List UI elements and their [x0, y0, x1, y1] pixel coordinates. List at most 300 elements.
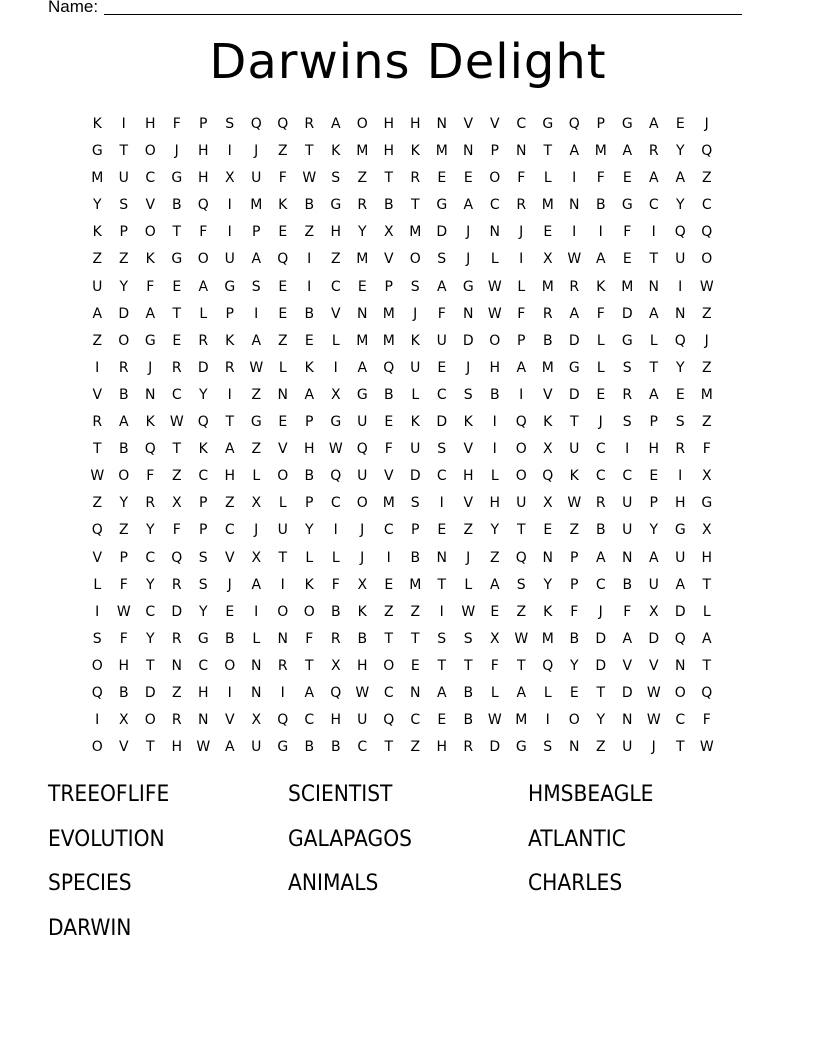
- grid-letter[interactable]: A: [118, 414, 129, 431]
- grid-letter[interactable]: B: [330, 739, 341, 756]
- grid-letter[interactable]: D: [621, 684, 633, 701]
- grid-letter[interactable]: S: [622, 359, 632, 376]
- grid-letter[interactable]: H: [171, 739, 183, 756]
- grid-letter[interactable]: Z: [383, 603, 394, 620]
- grid-letter[interactable]: E: [172, 278, 182, 295]
- grid-letter[interactable]: J: [651, 739, 656, 756]
- grid-letter[interactable]: Y: [490, 522, 500, 539]
- grid-letter[interactable]: T: [145, 739, 155, 756]
- grid-letter[interactable]: Z: [92, 251, 103, 268]
- grid-letter[interactable]: C: [701, 197, 712, 214]
- grid-letter[interactable]: B: [304, 739, 315, 756]
- grid-letter[interactable]: I: [333, 522, 338, 539]
- grid-letter[interactable]: I: [678, 278, 683, 295]
- grid-letter[interactable]: F: [490, 657, 499, 674]
- grid-letter[interactable]: N: [277, 386, 288, 403]
- grid-letter[interactable]: L: [278, 495, 287, 512]
- grid-letter[interactable]: C: [622, 468, 633, 485]
- grid-letter[interactable]: J: [466, 549, 471, 566]
- grid-letter[interactable]: T: [119, 143, 129, 160]
- grid-letter[interactable]: I: [227, 143, 232, 160]
- grid-letter[interactable]: W: [169, 414, 184, 431]
- grid-letter[interactable]: E: [596, 386, 606, 403]
- grid-letter[interactable]: Q: [91, 684, 103, 701]
- grid-letter[interactable]: E: [490, 603, 500, 620]
- grid-letter[interactable]: X: [118, 712, 129, 729]
- grid-letter[interactable]: K: [92, 224, 102, 241]
- grid-letter[interactable]: E: [384, 576, 394, 593]
- grid-letter[interactable]: E: [569, 684, 579, 701]
- grid-letter[interactable]: B: [171, 197, 182, 214]
- grid-letter[interactable]: S: [622, 414, 632, 431]
- grid-letter[interactable]: E: [437, 522, 447, 539]
- grid-letter[interactable]: P: [649, 495, 658, 512]
- grid-letter[interactable]: E: [675, 386, 685, 403]
- grid-letter[interactable]: I: [227, 684, 232, 701]
- grid-letter[interactable]: T: [384, 170, 394, 187]
- grid-letter[interactable]: G: [356, 386, 368, 403]
- grid-letter[interactable]: G: [701, 495, 713, 512]
- grid-letter[interactable]: E: [622, 251, 632, 268]
- grid-letter[interactable]: Q: [674, 630, 686, 647]
- grid-letter[interactable]: B: [383, 197, 394, 214]
- grid-letter[interactable]: J: [254, 143, 259, 160]
- grid-letter[interactable]: Z: [171, 684, 182, 701]
- grid-letter[interactable]: M: [435, 143, 448, 160]
- grid-letter[interactable]: S: [331, 170, 341, 187]
- grid-letter[interactable]: I: [439, 495, 444, 512]
- grid-letter[interactable]: B: [118, 386, 129, 403]
- grid-letter[interactable]: F: [119, 630, 128, 647]
- grid-letter[interactable]: N: [675, 657, 686, 674]
- grid-letter[interactable]: K: [198, 441, 208, 458]
- grid-letter[interactable]: N: [622, 549, 633, 566]
- grid-letter[interactable]: B: [463, 684, 474, 701]
- grid-letter[interactable]: D: [436, 414, 448, 431]
- grid-letter[interactable]: X: [330, 386, 341, 403]
- grid-letter[interactable]: S: [251, 278, 261, 295]
- grid-letter[interactable]: H: [648, 441, 660, 458]
- grid-letter[interactable]: L: [331, 549, 340, 566]
- grid-letter[interactable]: Y: [675, 359, 685, 376]
- grid-letter[interactable]: Q: [250, 116, 262, 132]
- grid-letter[interactable]: Z: [463, 522, 474, 539]
- grid-letter[interactable]: M: [91, 170, 104, 187]
- grid-letter[interactable]: G: [515, 739, 527, 756]
- grid-letter[interactable]: J: [704, 332, 709, 349]
- grid-letter[interactable]: X: [330, 657, 341, 674]
- grid-letter[interactable]: Z: [251, 441, 262, 458]
- grid-letter[interactable]: Z: [569, 522, 580, 539]
- grid-letter[interactable]: J: [466, 359, 471, 376]
- grid-letter[interactable]: R: [171, 359, 182, 376]
- grid-letter[interactable]: F: [146, 278, 155, 295]
- grid-letter[interactable]: M: [356, 251, 369, 268]
- grid-letter[interactable]: A: [224, 441, 235, 458]
- grid-letter[interactable]: P: [384, 278, 393, 295]
- grid-letter[interactable]: P: [411, 522, 420, 539]
- grid-letter[interactable]: X: [357, 576, 368, 593]
- grid-letter[interactable]: R: [463, 739, 474, 756]
- grid-letter[interactable]: O: [409, 251, 421, 268]
- grid-letter[interactable]: V: [542, 386, 553, 403]
- grid-letter[interactable]: R: [171, 630, 182, 647]
- grid-letter[interactable]: G: [171, 170, 183, 187]
- grid-letter[interactable]: B: [224, 630, 235, 647]
- grid-letter[interactable]: C: [489, 197, 500, 214]
- grid-letter[interactable]: Y: [198, 386, 208, 403]
- grid-letter[interactable]: N: [648, 278, 659, 295]
- grid-letter[interactable]: I: [625, 441, 630, 458]
- grid-letter[interactable]: R: [171, 712, 182, 729]
- grid-letter[interactable]: G: [330, 414, 342, 431]
- grid-letter[interactable]: Y: [145, 522, 155, 539]
- grid-letter[interactable]: T: [304, 657, 314, 674]
- grid-letter[interactable]: F: [172, 116, 181, 132]
- grid-letter[interactable]: Y: [543, 576, 553, 593]
- grid-letter[interactable]: A: [622, 143, 633, 160]
- grid-letter[interactable]: I: [227, 386, 232, 403]
- grid-letter[interactable]: V: [622, 657, 633, 674]
- grid-letter[interactable]: E: [437, 170, 447, 187]
- grid-letter[interactable]: L: [490, 468, 499, 485]
- grid-letter[interactable]: Q: [701, 143, 713, 160]
- grid-letter[interactable]: U: [224, 251, 235, 268]
- grid-letter[interactable]: W: [487, 712, 502, 729]
- grid-letter[interactable]: R: [304, 116, 315, 132]
- grid-letter[interactable]: A: [569, 143, 580, 160]
- grid-letter[interactable]: F: [437, 305, 446, 322]
- grid-letter[interactable]: P: [199, 495, 208, 512]
- grid-letter[interactable]: H: [462, 468, 474, 485]
- grid-letter[interactable]: C: [145, 170, 156, 187]
- grid-letter[interactable]: U: [357, 414, 368, 431]
- grid-letter[interactable]: W: [90, 468, 105, 485]
- grid-letter[interactable]: N: [436, 549, 447, 566]
- grid-letter[interactable]: D: [648, 630, 660, 647]
- grid-letter[interactable]: X: [701, 522, 712, 539]
- grid-letter[interactable]: I: [651, 224, 656, 241]
- grid-letter[interactable]: M: [382, 305, 395, 322]
- grid-letter[interactable]: M: [250, 197, 263, 214]
- grid-letter[interactable]: X: [171, 495, 182, 512]
- grid-letter[interactable]: X: [251, 549, 262, 566]
- grid-letter[interactable]: W: [487, 278, 502, 295]
- grid-letter[interactable]: K: [463, 414, 473, 431]
- grid-letter[interactable]: A: [436, 278, 447, 295]
- grid-letter[interactable]: U: [251, 739, 262, 756]
- grid-letter[interactable]: N: [251, 657, 262, 674]
- grid-letter[interactable]: Y: [198, 603, 208, 620]
- grid-letter[interactable]: T: [649, 251, 659, 268]
- grid-letter[interactable]: Z: [330, 251, 341, 268]
- grid-letter[interactable]: Y: [145, 576, 155, 593]
- grid-letter[interactable]: X: [542, 251, 553, 268]
- grid-letter[interactable]: I: [333, 359, 338, 376]
- grid-letter[interactable]: R: [516, 197, 527, 214]
- grid-letter[interactable]: F: [623, 224, 632, 241]
- grid-letter[interactable]: E: [278, 224, 288, 241]
- grid-letter[interactable]: H: [383, 116, 395, 132]
- grid-letter[interactable]: Z: [489, 549, 500, 566]
- grid-letter[interactable]: N: [569, 197, 580, 214]
- grid-letter[interactable]: D: [436, 224, 448, 241]
- grid-letter[interactable]: U: [357, 468, 368, 485]
- grid-letter[interactable]: C: [410, 712, 421, 729]
- grid-letter[interactable]: L: [596, 332, 605, 349]
- grid-letter[interactable]: Y: [675, 143, 685, 160]
- grid-letter[interactable]: R: [410, 170, 421, 187]
- grid-letter[interactable]: V: [118, 739, 129, 756]
- grid-letter[interactable]: J: [519, 224, 524, 241]
- grid-letter[interactable]: A: [251, 576, 262, 593]
- grid-letter[interactable]: P: [252, 224, 261, 241]
- grid-letter[interactable]: Q: [383, 712, 395, 729]
- grid-letter[interactable]: N: [145, 386, 156, 403]
- grid-letter[interactable]: O: [303, 603, 315, 620]
- grid-letter[interactable]: K: [543, 414, 553, 431]
- grid-letter[interactable]: C: [224, 522, 235, 539]
- grid-letter[interactable]: E: [278, 278, 288, 295]
- grid-letter[interactable]: C: [595, 441, 606, 458]
- grid-letter[interactable]: B: [304, 197, 315, 214]
- grid-letter[interactable]: V: [92, 549, 103, 566]
- grid-letter[interactable]: R: [357, 197, 368, 214]
- grid-letter[interactable]: L: [331, 332, 340, 349]
- grid-letter[interactable]: F: [305, 630, 314, 647]
- grid-letter[interactable]: I: [598, 224, 603, 241]
- grid-letter[interactable]: E: [543, 224, 553, 241]
- grid-letter[interactable]: K: [410, 414, 420, 431]
- grid-letter[interactable]: F: [331, 576, 340, 593]
- grid-letter[interactable]: K: [569, 468, 579, 485]
- grid-letter[interactable]: B: [463, 712, 474, 729]
- grid-letter[interactable]: I: [307, 251, 312, 268]
- grid-letter[interactable]: R: [542, 305, 553, 322]
- grid-letter[interactable]: E: [437, 712, 447, 729]
- grid-letter[interactable]: J: [598, 414, 603, 431]
- grid-letter[interactable]: K: [596, 278, 606, 295]
- grid-letter[interactable]: F: [596, 170, 605, 187]
- grid-letter[interactable]: Z: [92, 495, 103, 512]
- grid-letter[interactable]: B: [118, 684, 129, 701]
- grid-letter[interactable]: N: [622, 712, 633, 729]
- grid-letter[interactable]: P: [649, 414, 658, 431]
- grid-letter[interactable]: Q: [330, 468, 342, 485]
- grid-letter[interactable]: O: [144, 143, 156, 160]
- grid-letter[interactable]: I: [439, 603, 444, 620]
- grid-letter[interactable]: X: [701, 468, 712, 485]
- grid-letter[interactable]: D: [118, 305, 130, 322]
- grid-letter[interactable]: Q: [197, 197, 209, 214]
- grid-letter[interactable]: F: [384, 441, 393, 458]
- grid-letter[interactable]: Q: [542, 468, 554, 485]
- grid-letter[interactable]: I: [280, 684, 285, 701]
- grid-letter[interactable]: T: [702, 657, 712, 674]
- grid-letter[interactable]: M: [382, 495, 395, 512]
- grid-letter[interactable]: H: [489, 495, 501, 512]
- grid-letter[interactable]: D: [568, 332, 580, 349]
- grid-letter[interactable]: A: [648, 386, 659, 403]
- grid-letter[interactable]: U: [648, 576, 659, 593]
- grid-letter[interactable]: P: [570, 576, 579, 593]
- grid-letter[interactable]: F: [623, 603, 632, 620]
- grid-letter[interactable]: R: [145, 495, 156, 512]
- grid-letter[interactable]: S: [225, 116, 235, 132]
- grid-letter[interactable]: V: [277, 441, 288, 458]
- grid-letter[interactable]: G: [171, 251, 183, 268]
- grid-letter[interactable]: F: [172, 522, 181, 539]
- grid-letter[interactable]: P: [305, 495, 314, 512]
- grid-letter[interactable]: P: [570, 549, 579, 566]
- grid-letter[interactable]: I: [492, 414, 497, 431]
- grid-letter[interactable]: I: [121, 116, 126, 132]
- grid-letter[interactable]: G: [462, 278, 474, 295]
- grid-letter[interactable]: B: [330, 603, 341, 620]
- grid-letter[interactable]: P: [199, 522, 208, 539]
- grid-letter[interactable]: D: [674, 603, 686, 620]
- grid-letter[interactable]: R: [675, 441, 686, 458]
- grid-letter[interactable]: W: [567, 251, 582, 268]
- grid-letter[interactable]: G: [436, 197, 448, 214]
- grid-letter[interactable]: L: [252, 468, 261, 485]
- grid-letter[interactable]: K: [304, 359, 314, 376]
- grid-letter[interactable]: A: [516, 359, 527, 376]
- grid-letter[interactable]: Q: [277, 116, 289, 132]
- grid-letter[interactable]: A: [304, 684, 315, 701]
- grid-letter[interactable]: T: [569, 414, 579, 431]
- grid-letter[interactable]: M: [594, 143, 607, 160]
- grid-letter[interactable]: U: [118, 170, 129, 187]
- grid-letter[interactable]: T: [596, 684, 606, 701]
- grid-letter[interactable]: U: [622, 522, 633, 539]
- grid-letter[interactable]: A: [224, 739, 235, 756]
- grid-letter[interactable]: Q: [674, 332, 686, 349]
- grid-letter[interactable]: A: [622, 630, 633, 647]
- grid-letter[interactable]: Z: [251, 386, 262, 403]
- grid-letter[interactable]: R: [569, 278, 580, 295]
- grid-letter[interactable]: T: [702, 576, 712, 593]
- grid-letter[interactable]: Z: [92, 332, 103, 349]
- grid-letter[interactable]: P: [119, 224, 128, 241]
- grid-letter[interactable]: Z: [701, 359, 712, 376]
- grid-letter[interactable]: C: [648, 197, 659, 214]
- grid-letter[interactable]: C: [675, 712, 686, 729]
- grid-letter[interactable]: Q: [515, 414, 527, 431]
- grid-letter[interactable]: A: [489, 576, 500, 593]
- grid-letter[interactable]: X: [648, 603, 659, 620]
- grid-letter[interactable]: O: [91, 739, 103, 756]
- grid-letter[interactable]: H: [489, 359, 501, 376]
- grid-letter[interactable]: A: [436, 684, 447, 701]
- grid-letter[interactable]: V: [463, 441, 474, 458]
- grid-letter[interactable]: O: [674, 684, 686, 701]
- grid-letter[interactable]: H: [197, 684, 209, 701]
- grid-letter[interactable]: D: [568, 386, 580, 403]
- grid-letter[interactable]: A: [92, 305, 103, 322]
- grid-letter[interactable]: R: [198, 332, 209, 349]
- grid-letter[interactable]: A: [648, 170, 659, 187]
- grid-letter[interactable]: O: [383, 657, 395, 674]
- grid-letter[interactable]: E: [384, 414, 394, 431]
- grid-letter[interactable]: Y: [357, 224, 367, 241]
- grid-letter[interactable]: B: [410, 549, 421, 566]
- grid-letter[interactable]: B: [595, 197, 606, 214]
- grid-letter[interactable]: H: [330, 224, 342, 241]
- grid-letter[interactable]: I: [307, 278, 312, 295]
- grid-letter[interactable]: W: [196, 739, 211, 756]
- grid-letter[interactable]: W: [302, 170, 317, 187]
- grid-letter[interactable]: K: [145, 414, 155, 431]
- grid-letter[interactable]: E: [410, 657, 420, 674]
- grid-letter[interactable]: R: [224, 359, 235, 376]
- grid-letter[interactable]: D: [144, 684, 156, 701]
- grid-letter[interactable]: L: [490, 684, 499, 701]
- grid-letter[interactable]: D: [621, 305, 633, 322]
- grid-letter[interactable]: A: [648, 116, 659, 132]
- grid-letter[interactable]: L: [543, 684, 552, 701]
- grid-letter[interactable]: N: [436, 116, 447, 132]
- grid-letter[interactable]: S: [92, 630, 102, 647]
- grid-letter[interactable]: V: [648, 657, 659, 674]
- grid-letter[interactable]: Z: [118, 251, 129, 268]
- grid-letter[interactable]: C: [145, 603, 156, 620]
- grid-letter[interactable]: Z: [410, 739, 421, 756]
- grid-letter[interactable]: O: [224, 657, 236, 674]
- grid-letter[interactable]: N: [542, 549, 553, 566]
- grid-letter[interactable]: H: [383, 143, 395, 160]
- grid-letter[interactable]: L: [278, 359, 287, 376]
- grid-letter[interactable]: M: [382, 332, 395, 349]
- grid-letter[interactable]: U: [277, 522, 288, 539]
- grid-letter[interactable]: E: [225, 603, 235, 620]
- grid-letter[interactable]: I: [280, 576, 285, 593]
- grid-letter[interactable]: Z: [701, 414, 712, 431]
- grid-letter[interactable]: C: [304, 712, 315, 729]
- grid-letter[interactable]: I: [227, 224, 232, 241]
- grid-letter[interactable]: G: [91, 143, 103, 160]
- grid-letter[interactable]: Y: [675, 197, 685, 214]
- grid-letter[interactable]: T: [304, 143, 314, 160]
- grid-letter[interactable]: H: [356, 657, 368, 674]
- grid-letter[interactable]: W: [461, 603, 476, 620]
- grid-letter[interactable]: V: [224, 549, 235, 566]
- grid-letter[interactable]: Q: [356, 441, 368, 458]
- grid-letter[interactable]: Z: [118, 522, 129, 539]
- grid-letter[interactable]: N: [569, 739, 580, 756]
- grid-letter[interactable]: O: [277, 468, 289, 485]
- grid-letter[interactable]: L: [411, 386, 420, 403]
- grid-letter[interactable]: V: [489, 116, 500, 132]
- grid-letter[interactable]: P: [517, 332, 526, 349]
- grid-letter[interactable]: W: [116, 603, 131, 620]
- grid-letter[interactable]: H: [701, 549, 713, 566]
- grid-letter[interactable]: N: [516, 143, 527, 160]
- grid-letter[interactable]: F: [702, 441, 711, 458]
- grid-letter[interactable]: L: [93, 576, 102, 593]
- grid-letter[interactable]: M: [409, 224, 422, 241]
- grid-letter[interactable]: M: [541, 197, 554, 214]
- grid-letter[interactable]: Q: [277, 712, 289, 729]
- grid-letter[interactable]: F: [146, 468, 155, 485]
- grid-letter[interactable]: X: [251, 495, 262, 512]
- grid-letter[interactable]: U: [675, 549, 686, 566]
- grid-letter[interactable]: R: [622, 386, 633, 403]
- grid-letter[interactable]: E: [437, 359, 447, 376]
- grid-letter[interactable]: Z: [410, 603, 421, 620]
- grid-letter[interactable]: B: [118, 441, 129, 458]
- grid-letter[interactable]: A: [675, 170, 686, 187]
